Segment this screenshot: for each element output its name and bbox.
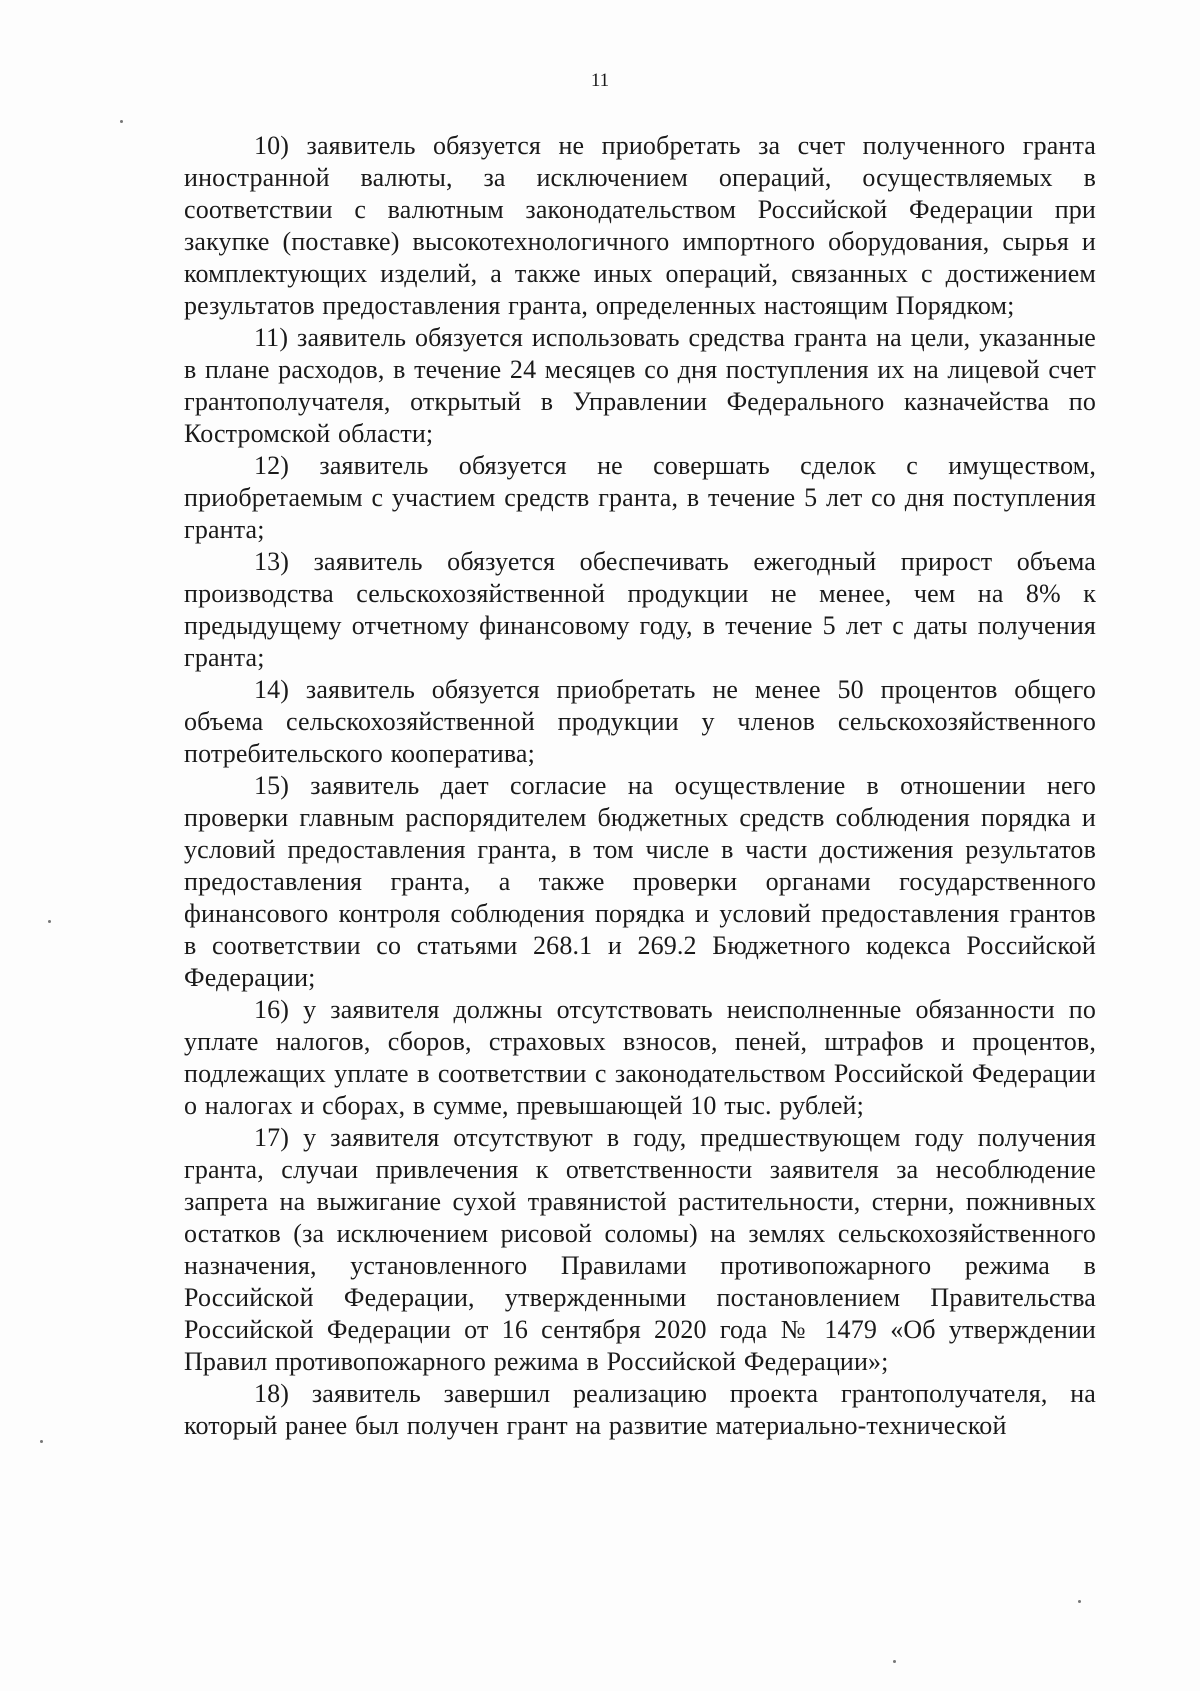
page-number: 11 bbox=[590, 70, 610, 91]
paragraph-item-14: 14) заявитель обязуется приобретать не менее 50 процентов общего объема сельскохозяйственной продукции у членов сельскохозяйственного потребительского кооператива; bbox=[184, 675, 1096, 768]
document-body bbox=[184, 130, 1096, 1442]
paragraph-item-10: 10) заявитель обязуется не приобретать за счет полученного гранта иностранной валюты, за исключением операций, осуществляемых в соответствии с валютным законодательством Российской Федерации при закупке (поставке) высокотехнологичного импортного оборудования, сырья и комплектующих изделий, а также иных операций, связанных с достижением результатов предоставления гранта, определенных настоящим Порядком; bbox=[184, 131, 1096, 320]
scan-speck bbox=[48, 920, 51, 923]
paragraph-item-11: 11) заявитель обязуется использовать средства гранта на цели, указанные в плане расходов, в течение 24 месяцев со дня поступления их на лицевой счет грантополучателя, открытый в Управлении Федерального казначейства по Костромской области; bbox=[184, 323, 1096, 448]
paragraph-item-13: 13) заявитель обязуется обеспечивать ежегодный прирост объема производства сельскохозяйственной продукции не менее, чем на 8% к предыдущему отчетному финансовому году, в течение 5 лет с даты получения гранта; bbox=[184, 547, 1096, 672]
scan-speck bbox=[893, 1660, 896, 1663]
paragraph-item-12: 12) заявитель обязуется не совершать сделок с имуществом, приобретаемым с участием средств гранта, в течение 5 лет со дня поступления гранта; bbox=[184, 451, 1096, 544]
paragraph-item-15: 15) заявитель дает согласие на осуществление в отношении него проверки главным распорядителем бюджетных средств соблюдения порядка и условий предоставления гранта, в том числе в части достижения результатов предоставления гранта, а также проверки органами государственного финансового контроля соблюдения порядка и условий предоставления грантов в соответствии со статьями 268.1 и 269.2 Бюджетного кодекса Российской Федерации; bbox=[184, 771, 1096, 992]
paragraph-item-17: 17) у заявителя отсутствуют в году, предшествующем году получения гранта, случаи привлечения к ответственности заявителя за несоблюдение запрета на выжигание сухой травянистой растительности, стерни, пожнивных остатков (за исключением рисовой соломы) на землях сельскохозяйственного назначения, установленного Правилами противопожарного режима в Российской Федерации, утвержденными постановлением Правительства Российской Федерации от 16 сентября 2020 года № 1479 «Об утверждении Правил противопожарного режима в Российской Федерации»; bbox=[184, 1123, 1096, 1376]
scan-speck bbox=[120, 120, 123, 123]
paragraph-item-18: 18) заявитель завершил реализацию проекта грантополучателя, на который ранее был получен грант на развитие материально-технической bbox=[184, 1379, 1096, 1440]
paragraph-item-16: 16) у заявителя должны отсутствовать неисполненные обязанности по уплате налогов, сборов, страховых взносов, пеней, штрафов и процентов, подлежащих уплате в соответствии с законодательством Российской Федерации о налогах и сборах, в сумме, превышающей 10 тыс. рублей; bbox=[184, 995, 1096, 1120]
scan-speck bbox=[1078, 1600, 1081, 1603]
scan-speck bbox=[40, 1440, 43, 1443]
